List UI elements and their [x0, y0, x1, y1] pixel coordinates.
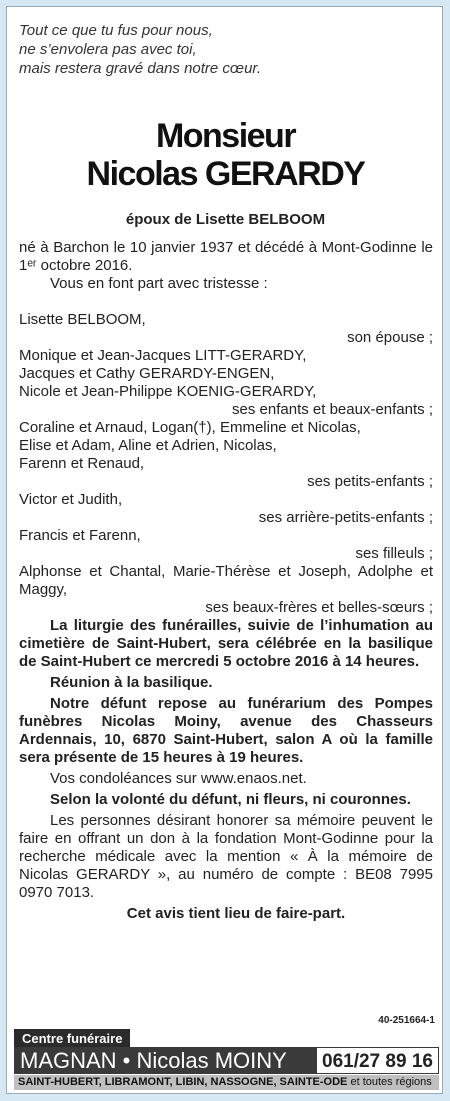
obituary-notice [6, 6, 443, 1094]
family-in-laws-role: ses beaux-frères et belles-sœurs ; [205, 599, 433, 616]
family-godchildren: Francis et Farenn, [19, 527, 141, 544]
closing-line: Cet avis tient lieu de faire-part. [126, 905, 346, 922]
donation-paragraph: Les personnes désirant honorer sa mémoire peuvent le faire en offrant un don à la fondation Mont-Godinne pour la recherche médicale avec la mention « À la mémoire de Nicolas GERARDY », au numéro de compte : BE08 7995 0970 7013. [19, 812, 433, 901]
banner-bar [14, 1047, 439, 1074]
family-children-role: ses enfants et beaux-enfants ; [232, 401, 433, 418]
family-in-laws: Alphonse et Chantal, Marie-Thérèse et Joseph, Adolphe et Maggy, [19, 563, 433, 598]
family-grandchildren-role: ses petits-enfants ; [307, 473, 433, 490]
company-name: MAGNAN • Nicolas MOINY [20, 1048, 287, 1073]
family-child: Jacques et Cathy GERARDY-ENGEN, [19, 365, 275, 382]
liturgy-paragraph: La liturgie des funérailles, suivie de l’inhumation au cimetière de Saint-Hubert, sera célébrée en la basilique de Saint-Hubert ce mercredi 5 octobre 2016 à 14 heures. [19, 617, 433, 670]
condolences-line: Vos condoléances sur www.enaos.net. [50, 770, 307, 787]
regions-suffix: et toutes régions [347, 1076, 432, 1088]
intro-line: Vous en font part avec tristesse : [50, 275, 268, 292]
family-grandchild: Elise et Adam, Aline et Adrien, Nicolas, [19, 437, 277, 454]
title-honorific: Monsieur [155, 117, 296, 155]
notice-body [19, 239, 433, 923]
reference-number: 40-251664-1 [378, 1015, 435, 1026]
family-child: Monique et Jean-Jacques LITT-GERARDY, [19, 347, 307, 364]
banner-label: Centre funéraire [14, 1029, 130, 1048]
funerarium-paragraph: Notre défunt repose au funérarium des Pompes funèbres Nicolas Moiny, avenue des Chasseurs Ardennais, 10, 6870 Saint-Hubert, salon A où la famille sera présente de 15 heures à 19 heures. [19, 695, 433, 766]
spouse-line: époux de Lisette BELBOOM [125, 211, 326, 228]
poem-line: ne s’envolera pas avec toi, [19, 41, 197, 58]
family-great-grandchildren-role: ses arrière-petits-enfants ; [258, 509, 433, 526]
service-regions [14, 1075, 439, 1090]
family-spouse: Lisette BELBOOM, [19, 311, 146, 328]
family-spouse-role: son épouse ; [347, 329, 433, 346]
funeral-home-banner [14, 1029, 439, 1091]
regions-list: SAINT-HUBERT, LIBRAMONT, LIBIN, NASSOGNE, SAINTE-ODE [18, 1076, 348, 1088]
family-grandchild: Coraline et Arnaud, Logan(†), Emmeline et Nicolas, [19, 419, 361, 436]
family-grandchild: Farenn et Renaud, [19, 455, 145, 472]
flowers-line: Selon la volonté du défunt, ni fleurs, ni couronnes. [50, 791, 411, 808]
family-child: Nicole et Jean-Philippe KOENIG-GERARDY, [19, 383, 317, 400]
meeting-line: Réunion à la basilique. [50, 674, 213, 691]
birth-line: né à Barchon le 10 janvier 1937 et décédé à Mont-Godinne le 1ᵉʳ octobre 2016. [19, 239, 433, 274]
family-great-grandchildren: Victor et Judith, [19, 491, 123, 508]
poem [19, 21, 261, 78]
family-godchildren-role: ses filleuls ; [355, 545, 433, 562]
phone-number: 061/27 89 16 [316, 1047, 439, 1074]
title-name: Nicolas GERARDY [86, 155, 365, 193]
poem-line: Tout ce que tu fus pour nous, [19, 22, 213, 39]
poem-line: mais restera gravé dans notre cœur. [19, 60, 262, 77]
